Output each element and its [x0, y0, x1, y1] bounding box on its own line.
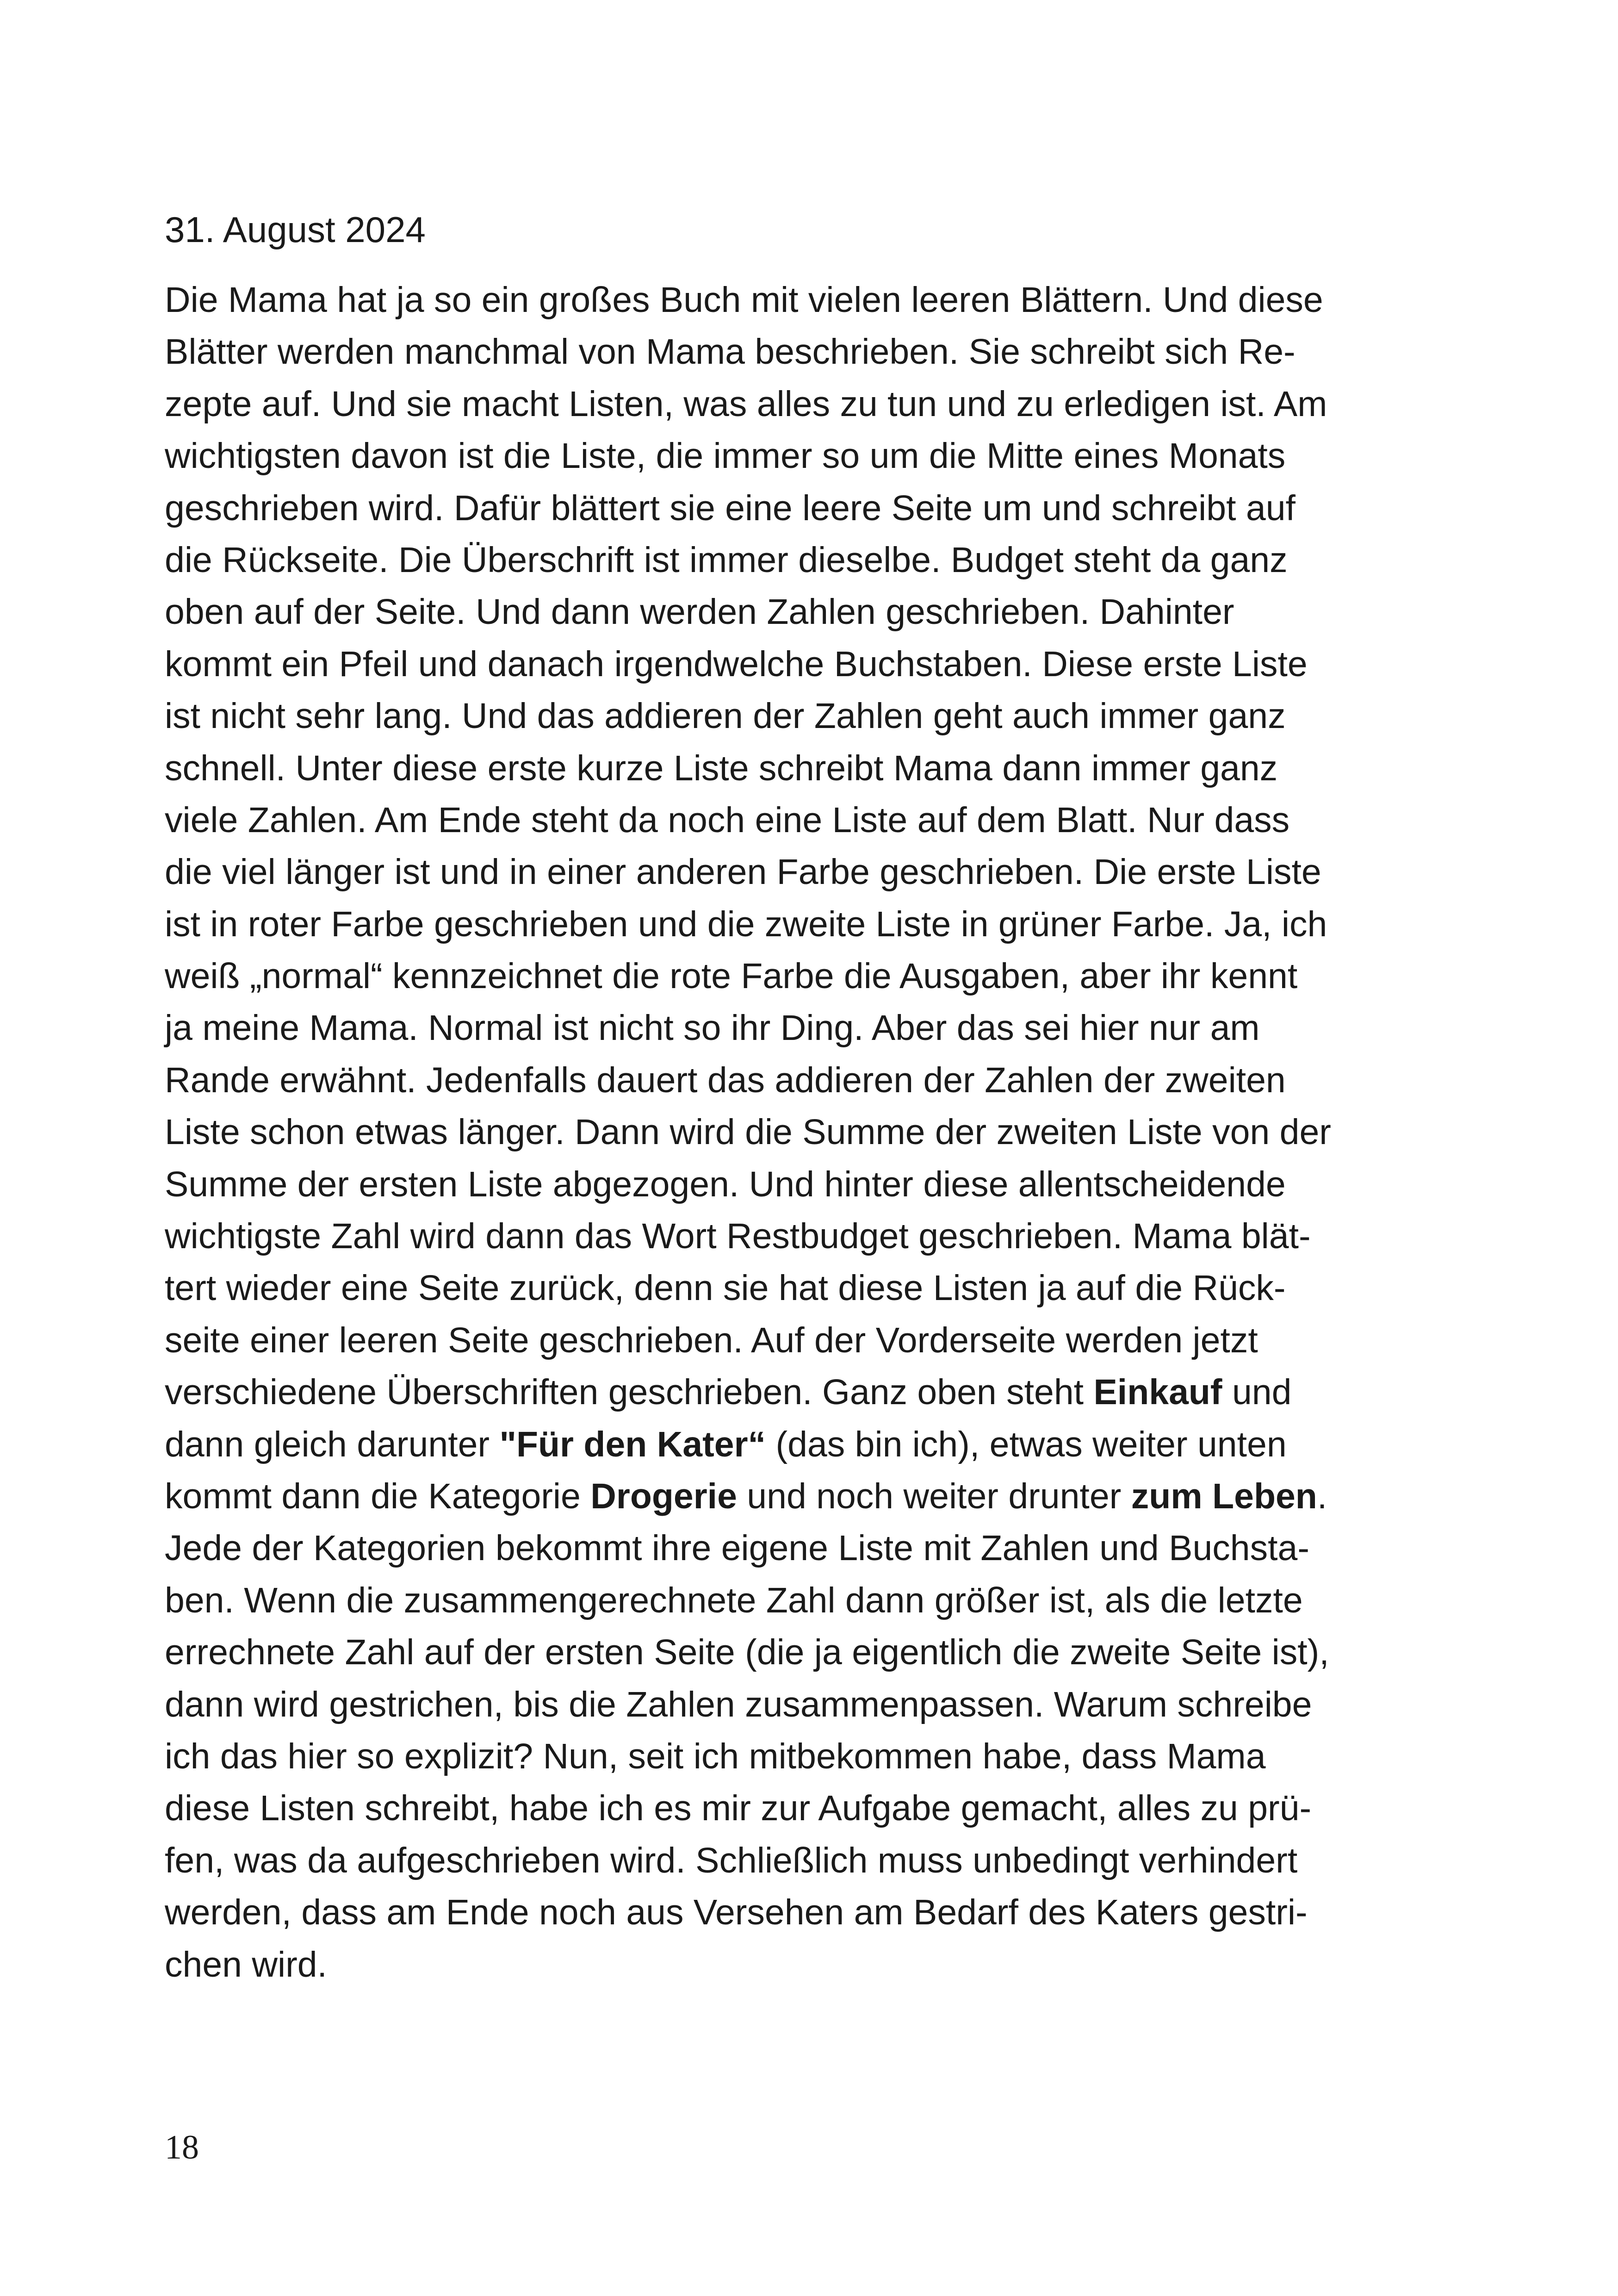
text-run: zepte auf. Und sie macht Listen, was alles zu tun und zu erledigen ist. Am — [165, 384, 1327, 424]
text-line — [165, 586, 1460, 638]
text-run: Blätter werden manchmal von Mama beschrieben. Sie schreibt sich Re- — [165, 332, 1296, 372]
text-run: viele Zahlen. Am Ende steht da noch eine Liste auf dem Blatt. Nur dass — [165, 800, 1290, 840]
text-line — [165, 274, 1460, 326]
text-run: wichtigste Zahl wird dann das Wort Restbudget geschrieben. Mama blät- — [165, 1216, 1311, 1257]
text-line — [165, 1314, 1460, 1366]
text-line — [165, 430, 1460, 482]
text-line — [165, 1366, 1460, 1418]
text-run: Liste schon etwas länger. Dann wird die Summe der zweiten Liste von der — [165, 1112, 1331, 1152]
text-run: und noch weiter drunter — [737, 1476, 1131, 1516]
page-number: 18 — [165, 2128, 199, 2166]
text-line — [165, 1419, 1460, 1470]
text-run: ich das hier so explizit? Nun, seit ich mitbekommen habe, dass Mama — [165, 1736, 1266, 1776]
text-run: oben auf der Seite. Und dann werden Zahlen geschrieben. Dahinter — [165, 592, 1234, 632]
text-run: errechnete Zahl auf der ersten Seite (die ja eigentlich die zweite Seite ist), — [165, 1632, 1329, 1673]
text-line — [165, 638, 1460, 690]
text-run: weiß „normal“ kennzeichnet die rote Farbe die Ausgaben, aber ihr kennt — [165, 956, 1298, 996]
text-run: seite einer leeren Seite geschrieben. Auf der Vorderseite werden jetzt — [165, 1320, 1258, 1360]
text-line — [165, 1106, 1460, 1158]
text-line — [165, 1835, 1460, 1886]
text-line — [165, 846, 1460, 898]
text-run: ist nicht sehr lang. Und das addieren der Zahlen geht auch immer ganz — [165, 696, 1286, 736]
text-run: tert wieder eine Seite zurück, denn sie hat diese Listen ja auf die Rück- — [165, 1268, 1286, 1308]
text-line — [165, 1054, 1460, 1106]
text-run: ja meine Mama. Normal ist nicht so ihr Ding. Aber das sei hier nur am — [165, 1008, 1260, 1048]
text-run: dann wird gestrichen, bis die Zahlen zusammenpassen. Warum schreibe — [165, 1684, 1312, 1724]
text-line — [165, 950, 1460, 1002]
text-run: schnell. Unter diese erste kurze Liste schreibt Mama dann immer ganz — [165, 748, 1278, 788]
text-line — [165, 1262, 1460, 1314]
text-line — [165, 534, 1460, 586]
text-line — [165, 1574, 1460, 1626]
text-line — [165, 690, 1460, 742]
text-line — [165, 326, 1460, 378]
text-line — [165, 742, 1460, 794]
text-run: (das bin ich), etwas weiter unten — [766, 1424, 1287, 1464]
bold-text: zum Leben — [1131, 1476, 1317, 1516]
text-run: verschiedene Überschriften geschrieben. Ganz oben steht — [165, 1372, 1094, 1412]
text-line — [165, 898, 1460, 950]
text-run: werden, dass am Ende noch aus Versehen am Bedarf des Katers gestri- — [165, 1892, 1308, 1933]
text-run: kommt ein Pfeil und danach irgendwelche Buchstaben. Diese erste Liste — [165, 644, 1308, 684]
text-line — [165, 1679, 1460, 1730]
text-run: fen, was da aufgeschrieben wird. Schließlich muss unbedingt verhindert — [165, 1840, 1298, 1880]
text-run: die Rückseite. Die Überschrift ist immer dieselbe. Budget steht da ganz — [165, 540, 1288, 580]
text-run: die viel länger ist und in einer anderen Farbe geschrieben. Die erste Liste — [165, 852, 1321, 892]
text-run: kommt dann die Kategorie — [165, 1476, 591, 1516]
text-line — [165, 378, 1460, 430]
text-run: Die Mama hat ja so ein großes Buch mit vielen leeren Blättern. Und diese — [165, 280, 1323, 320]
text-line — [165, 1782, 1460, 1834]
text-line — [165, 1626, 1460, 1678]
text-line — [165, 1522, 1460, 1574]
text-line — [165, 1210, 1460, 1262]
body-text — [165, 274, 1460, 1991]
bold-text: Einkauf — [1093, 1372, 1222, 1412]
text-run: Rande erwähnt. Jedenfalls dauert das addieren der Zahlen der zweiten — [165, 1060, 1286, 1100]
text-line — [165, 482, 1460, 534]
text-run: ben. Wenn die zusammengerechnete Zahl dann größer ist, als die letzte — [165, 1580, 1303, 1620]
text-line — [165, 794, 1460, 846]
text-line — [165, 1470, 1460, 1522]
text-line — [165, 1939, 1460, 1991]
text-run: Jede der Kategorien bekommt ihre eigene Liste mit Zahlen und Buchsta- — [165, 1528, 1309, 1568]
text-run: ist in roter Farbe geschrieben und die zweite Liste in grüner Farbe. Ja, ich — [165, 904, 1327, 944]
text-run: . — [1317, 1476, 1327, 1516]
text-line — [165, 1002, 1460, 1054]
bold-text: "Für den Kater“ — [499, 1424, 766, 1464]
text-run: und — [1222, 1372, 1292, 1412]
text-line — [165, 1158, 1460, 1210]
entry-date: 31. August 2024 — [165, 209, 426, 250]
text-run: chen wird. — [165, 1944, 327, 1985]
text-run: wichtigsten davon ist die Liste, die immer so um die Mitte eines Monats — [165, 436, 1286, 476]
bold-text: Drogerie — [590, 1476, 737, 1516]
text-run: geschrieben wird. Dafür blättert sie eine leere Seite um und schreibt auf — [165, 488, 1296, 528]
text-run: dann gleich darunter — [165, 1424, 500, 1464]
text-line — [165, 1886, 1460, 1938]
text-run: Summe der ersten Liste abgezogen. Und hinter diese allentscheidende — [165, 1164, 1286, 1204]
text-run: diese Listen schreibt, habe ich es mir zur Aufgabe gemacht, alles zu prü- — [165, 1788, 1312, 1829]
text-line — [165, 1730, 1460, 1782]
